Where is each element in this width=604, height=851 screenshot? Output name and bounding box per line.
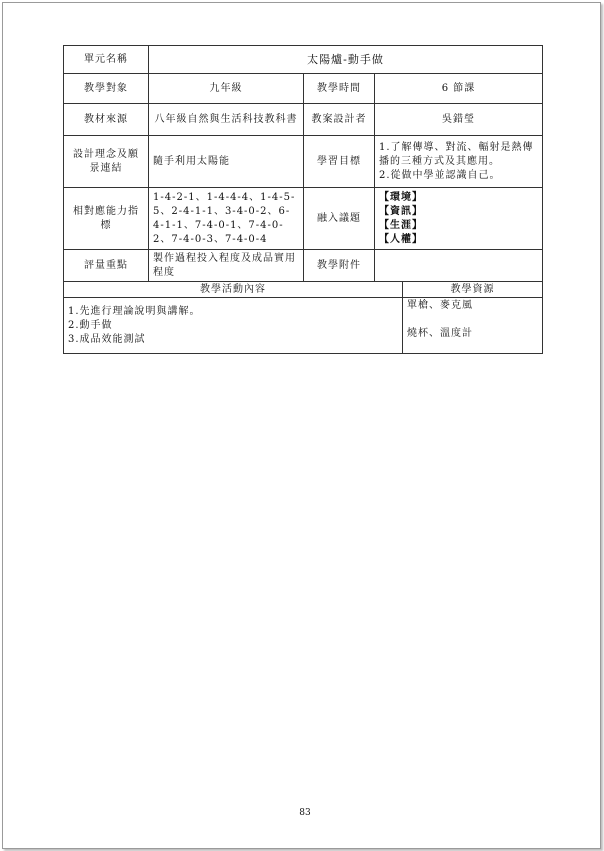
issues-cell [375, 188, 543, 250]
unit-name: 太陽爐-動手做 [149, 46, 543, 74]
issue-tag: 【生涯】 [379, 219, 423, 231]
indicator-value: 1-4-2-1、1-4-4-4、1-4-5-5、2-4-1-1、3-4-0-2、6-4-1-1、7-4-0-1、7-4-0-2、7-4-0-3、7-4-0-4 [149, 188, 304, 250]
attachment-label: 教學附件 [304, 250, 375, 282]
activities-cell [64, 298, 403, 354]
row-indicator-issues [64, 188, 543, 250]
target-label: 教學對象 [64, 74, 149, 104]
issue-tag: 【人權】 [379, 233, 423, 245]
source-label: 教材來源 [64, 104, 149, 136]
resources-header: 教學資源 [403, 282, 543, 298]
issue-tag: 【環境】 [379, 191, 423, 203]
activities-header: 教學活動內容 [64, 282, 403, 298]
designer-value: 吳錯瑩 [375, 104, 543, 136]
activity-item: 1.先進行理論說明與講解。 [68, 305, 201, 317]
row-source-designer [64, 104, 543, 136]
row-activities [64, 298, 543, 354]
objectives-cell [375, 136, 543, 188]
document-page [2, 2, 601, 849]
issues-label: 融入議題 [304, 188, 375, 250]
activity-item: 3.成品效能測試 [68, 333, 146, 345]
row-concept-objective [64, 136, 543, 188]
row-activity-headers [64, 282, 543, 298]
objective-item: 2.從做中學並認識自己。 [379, 169, 501, 181]
concept-label: 設計理念及願景連結 [64, 136, 149, 188]
issue-tag: 【資訊】 [379, 205, 423, 217]
resource-item: 單槍、麥克風 [407, 300, 473, 311]
resources-cell [403, 298, 543, 354]
objective-item: 1.了解傳導、對流、輻射是熱傳播的三種方式及其應用。 [379, 141, 534, 167]
time-value: 6 節課 [375, 74, 543, 104]
time-label: 教學時間 [304, 74, 375, 104]
lesson-plan-table [63, 45, 543, 354]
evaluation-label: 評量重點 [64, 250, 149, 282]
evaluation-value: 製作過程投入程度及成品實用程度 [149, 250, 304, 282]
resource-item: 燒杯、溫度計 [407, 328, 473, 339]
objective-label: 學習目標 [304, 136, 375, 188]
target-value: 九年級 [149, 74, 304, 104]
indicator-label: 相對應能力指標 [64, 188, 149, 250]
unit-label: 單元名稱 [64, 46, 149, 74]
row-target-time [64, 74, 543, 104]
row-evaluation [64, 250, 543, 282]
attachment-value [375, 250, 543, 282]
designer-label: 教案設計者 [304, 104, 375, 136]
activity-item: 2.動手做 [68, 319, 113, 331]
source-value: 八年級自然與生活科技教科書 [149, 104, 304, 136]
row-unit-name [64, 46, 543, 74]
concept-value: 隨手利用太陽能 [149, 136, 304, 188]
page-number: 83 [299, 808, 311, 818]
